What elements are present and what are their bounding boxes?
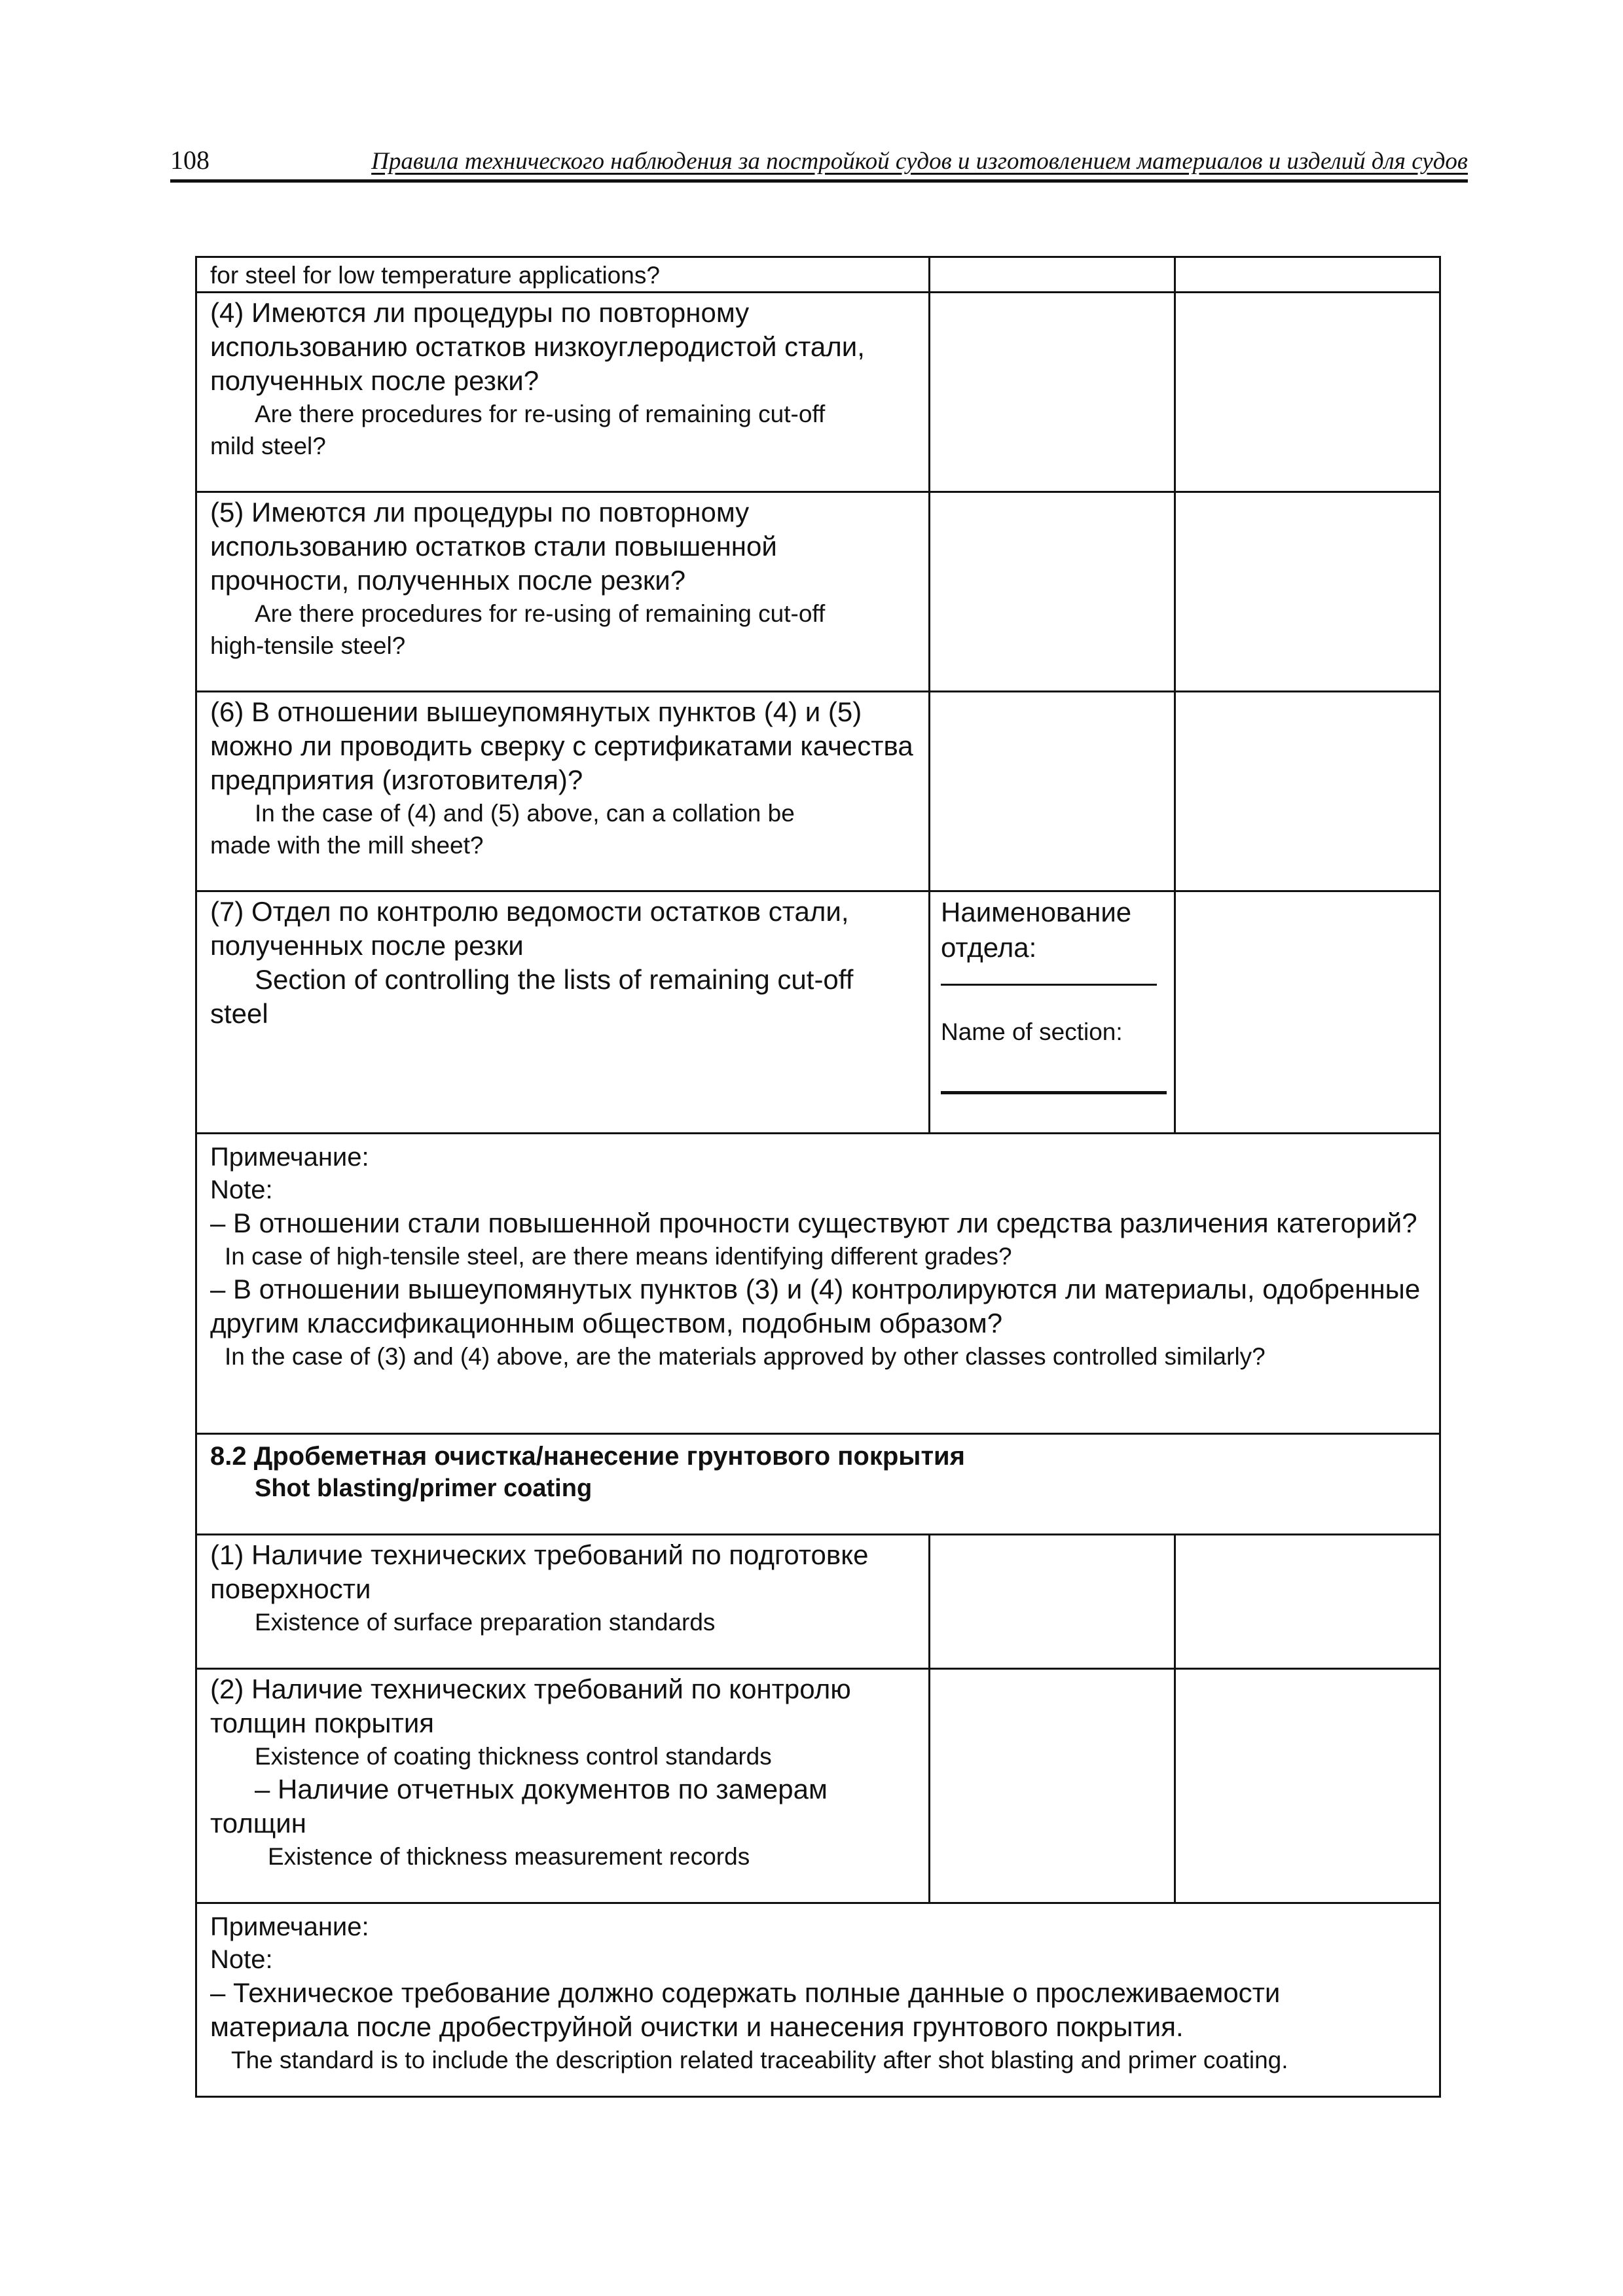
page-header <box>170 143 1468 183</box>
running-title: Правила технического наблюдения за постройкой судов и изготовлением материалов и изделий для судов <box>371 148 1468 175</box>
table-row <box>196 293 1440 492</box>
section-name-label: Name of section: <box>941 1018 1123 1045</box>
table-row <box>196 1903 1440 2097</box>
page-number: 108 <box>170 145 210 175</box>
remarks-cell[interactable] <box>1175 692 1440 891</box>
table-row <box>196 1134 1440 1434</box>
question-ru: (1) Наличие технических требований по подготовке поверхности <box>210 1539 869 1604</box>
remarks-cell[interactable] <box>1175 492 1440 692</box>
note-text-ru: – В отношении стали повышенной прочности существуют ли средства различения категорий? <box>210 1208 1417 1238</box>
answer-cell[interactable] <box>930 492 1175 692</box>
table-row <box>196 1434 1440 1535</box>
remarks-cell[interactable] <box>1175 257 1440 293</box>
remarks-cell[interactable] <box>1175 293 1440 492</box>
answer-cell[interactable] <box>930 1669 1175 1903</box>
note-text-en: The standard is to include the description related traceability after shot blasting and primer coating. <box>231 2047 1288 2073</box>
question-cell <box>196 492 930 692</box>
question-en: Existence of coating thickness control standards <box>255 1743 772 1770</box>
department-name-line[interactable] <box>941 984 1157 986</box>
remarks-cell[interactable] <box>1175 891 1440 1134</box>
table-row <box>196 1669 1440 1903</box>
checklist-table <box>195 256 1441 2098</box>
section-heading-en: Shot blasting/primer coating <box>255 1475 593 1502</box>
question-cell <box>196 891 930 1134</box>
question-ru: (7) Отдел по контролю ведомости остатков стали, полученных после резки <box>210 896 849 961</box>
note-text-en: In case of high-tensile steel, are there means identifying different grades? <box>225 1243 1012 1270</box>
department-name-label: Наименование отдела: <box>941 897 1132 963</box>
question-en: In the case of (4) and (5) above, can a collation be made with the mill sheet? <box>210 800 795 859</box>
answer-cell <box>930 891 1175 1134</box>
answer-cell[interactable] <box>930 1535 1175 1669</box>
question-cell <box>196 257 930 293</box>
question-ru: (4) Имеются ли процедуры по повторному использованию остатков низкоуглеродистой стали, полученных после резки? <box>210 297 865 396</box>
table-row <box>196 492 1440 692</box>
question-cell <box>196 1669 930 1903</box>
note-label-en: Note: <box>210 1175 273 1204</box>
remarks-cell[interactable] <box>1175 1669 1440 1903</box>
table-row <box>196 1535 1440 1669</box>
table-row <box>196 692 1440 891</box>
remarks-cell[interactable] <box>1175 1535 1440 1669</box>
note-cell <box>196 1903 1440 2097</box>
question-en-sub: Existence of thickness measurement records <box>268 1843 750 1870</box>
section-name-line[interactable] <box>941 1091 1167 1094</box>
note-label-ru: Примечание: <box>210 1143 369 1172</box>
answer-cell[interactable] <box>930 293 1175 492</box>
question-en: Are there procedures for re-using of remaining cut-off mild steel? <box>210 401 826 459</box>
note-text-ru: – В отношении вышеупомянутых пунктов (3) и (4) контролируются ли материалы, одобренные другим классификационным обществом, подобным образом? <box>210 1274 1421 1338</box>
question-ru: (5) Имеются ли процедуры по повторному использованию остатков стали повышенной прочности, полученных после резки? <box>210 497 777 596</box>
answer-cell[interactable] <box>930 257 1175 293</box>
question-en: Are there procedures for re-using of remaining cut-off high-tensile steel? <box>210 600 826 659</box>
note-text-ru: – Техническое требование должно содержать полные данные о прослеживаемости материала после дробеструйной очистки и нанесения грунтового покрытия. <box>210 1977 1281 2042</box>
question-en: Existence of surface preparation standards <box>255 1609 716 1636</box>
question-en: Section of controlling the lists of remaining cut-off steel <box>210 964 854 1029</box>
note-label-en: Note: <box>210 1945 273 1974</box>
section-heading-cell <box>196 1434 1440 1535</box>
note-cell <box>196 1134 1440 1434</box>
answer-cell[interactable] <box>930 692 1175 891</box>
question-cell <box>196 692 930 891</box>
note-label-ru: Примечание: <box>210 1912 369 1941</box>
section-heading-ru: 8.2 Дробеметная очистка/нанесение грунтового покрытия <box>210 1442 965 1471</box>
table-row <box>196 891 1440 1134</box>
question-cell <box>196 1535 930 1669</box>
question-ru-sub: – Наличие отчетных документов по замерам толщин <box>210 1774 828 1839</box>
question-cell <box>196 293 930 492</box>
question-ru: (6) В отношении вышеупомянутых пунктов (4) и (5) можно ли проводить сверку с сертификатами качества предприятия (изготовителя)? <box>210 696 913 795</box>
table-row <box>196 257 1440 293</box>
note-text-en: In the case of (3) and (4) above, are the materials approved by other classes controlled similarly? <box>225 1343 1266 1370</box>
question-ru: (2) Наличие технических требований по контролю толщин покрытия <box>210 1674 851 1738</box>
question-en: for steel for low temperature applications? <box>210 262 660 289</box>
